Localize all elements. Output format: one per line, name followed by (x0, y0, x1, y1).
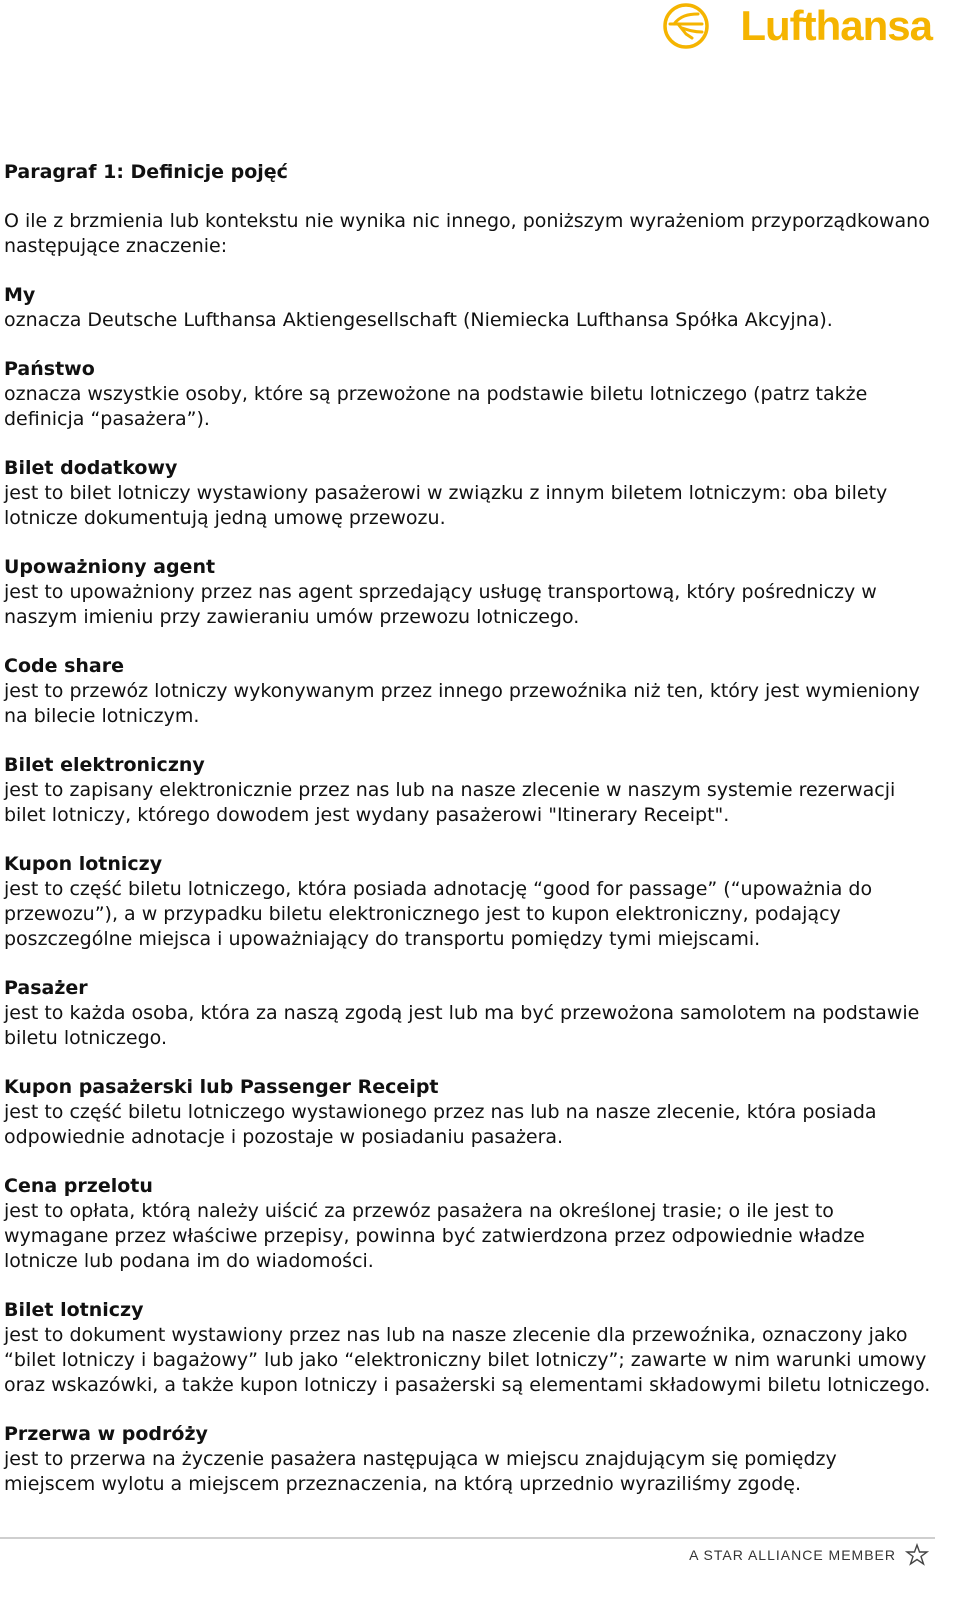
definition-entry (4, 1298, 934, 1398)
definition-term: Bilet elektroniczny (4, 754, 205, 776)
definition-entry (4, 1075, 934, 1150)
document-body (4, 160, 934, 1521)
section-title: Paragraf 1: Definicje pojęć (4, 161, 288, 183)
definition-term: Pasażer (4, 977, 88, 999)
page-header (0, 0, 960, 60)
definition-entry (4, 283, 934, 333)
definition-term: Bilet lotniczy (4, 1299, 144, 1321)
definition-term: Code share (4, 655, 125, 677)
crane-icon (662, 2, 710, 50)
definition-text: jest to bilet lotniczy wystawiony pasażerowi w związku z innym biletem lotniczym: oba bilety lotnicze dokumentują jedną umowę przewozu. (4, 482, 888, 529)
definition-term: Upoważniony agent (4, 556, 216, 578)
lufthansa-logo (662, 0, 932, 52)
definition-entry (4, 654, 934, 729)
definition-entry (4, 852, 934, 952)
definition-text: jest to dokument wystawiony przez nas lub na nasze zlecenie dla przewoźnika, oznaczony jako “bilet lotniczy i bagażowy” lub jako “elektroniczny bilet lotniczy”; zawarte w nim warunki umowy oraz wskazówki, a także kupon lotniczy i pasażerski są elementami składowymi biletu lotniczego. (4, 1324, 931, 1396)
footer-divider (0, 1537, 935, 1539)
definition-text: jest to zapisany elektronicznie przez nas lub na nasze zlecenie w naszym systemie rezerwacji bilet lotniczy, którego dowodem jest wydany pasażerowi "Itinerary Receipt". (4, 779, 896, 826)
definition-term: Kupon lotniczy (4, 853, 163, 875)
definition-text: jest to część biletu lotniczego, która posiada adnotację “good for passage” (“upoważnia do przewozu”), a w przypadku biletu elektronicznego jest to kupon elektroniczny, podający poszczególne miejsca i upoważniający do transportu pomiędzy tymi miejscami. (4, 878, 873, 950)
definition-term: Państwo (4, 358, 95, 380)
intro-paragraph: O ile z brzmienia lub kontekstu nie wynika nic innego, poniższym wyrażeniom przyporządkowano następujące znaczenie: (4, 210, 930, 257)
page-footer (689, 1543, 930, 1567)
logo-wordmark: Lufthansa (740, 2, 932, 49)
definition-term: Bilet dodatkowy (4, 457, 178, 479)
definition-entry (4, 555, 934, 630)
definition-text: oznacza Deutsche Lufthansa Aktiengesellschaft (Niemiecka Lufthansa Spółka Akcyjna). (4, 309, 833, 331)
definition-text: jest to każda osoba, która za naszą zgodą jest lub ma być przewożona samolotem na podstawie biletu lotniczego. (4, 1002, 920, 1049)
definition-entry (4, 976, 934, 1051)
definition-entry (4, 753, 934, 828)
definition-text: jest to opłata, którą należy uiścić za przewóz pasażera na określonej trasie; o ile jest to wymagane przez właściwe przepisy, powinna być zatwierdzona przez odpowiednie władze lotnicze lub podana im do wiadomości. (4, 1200, 865, 1272)
definition-text: jest to upoważniony przez nas agent sprzedający usługę transportową, który pośredniczy w naszym imieniu przy zawieraniu umów przewozu lotniczego. (4, 581, 877, 628)
definition-entry (4, 357, 934, 432)
definitions-list (4, 283, 934, 1497)
alliance-text: A STAR ALLIANCE MEMBER (689, 1547, 896, 1563)
definition-entry (4, 456, 934, 531)
definition-text: oznacza wszystkie osoby, które są przewożone na podstawie biletu lotniczego (patrz także definicja “pasażera”). (4, 383, 868, 430)
definition-term: Kupon pasażerski lub Passenger Receipt (4, 1076, 439, 1098)
definition-entry (4, 1422, 934, 1497)
definition-term: My (4, 284, 36, 306)
definition-text: jest to część biletu lotniczego wystawionego przez nas lub na nasze zlecenie, która posiada odpowiednie adnotacje i pozostaje w posiadaniu pasażera. (4, 1101, 877, 1148)
star-alliance-icon (904, 1543, 930, 1567)
definition-entry (4, 1174, 934, 1274)
definition-term: Cena przelotu (4, 1175, 153, 1197)
definition-text: jest to przewóz lotniczy wykonywanym przez innego przewoźnika niż ten, który jest wymieniony na bilecie lotniczym. (4, 680, 920, 727)
definition-term: Przerwa w podróży (4, 1423, 208, 1445)
definition-text: jest to przerwa na życzenie pasażera następująca w miejscu znajdującym się pomiędzy miejscem wylotu a miejscem przeznaczenia, na którą uprzednio wyraziliśmy zgodę. (4, 1448, 837, 1495)
